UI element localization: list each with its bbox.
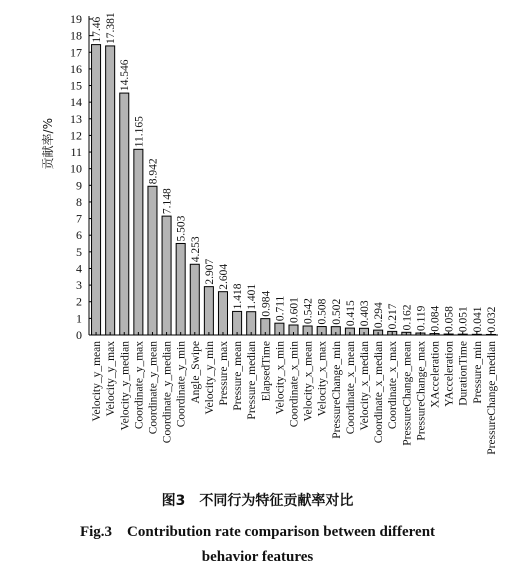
x-tick-label: Velocity_y_max [105, 341, 118, 417]
y-tick-label: 18 [70, 28, 82, 43]
bar-value-label: 0.601 [288, 297, 301, 324]
x-tick-label: Velocity_x_min [274, 341, 287, 415]
x-tick-label: Coordinate_y_max [133, 341, 146, 430]
y-tick-label: 8 [76, 194, 82, 209]
y-tick-label: 7 [76, 211, 82, 226]
bar-value-label: 0.508 [316, 298, 329, 325]
bar-value-label: 4.253 [189, 236, 202, 263]
y-tick-label: 13 [70, 111, 82, 126]
bar-value-label: 0.984 [260, 290, 273, 317]
y-tick-label: 10 [70, 161, 82, 176]
x-tick-label: PressureChange_max [415, 341, 428, 441]
x-tick-label: Velocity_x_median [359, 341, 372, 431]
x-tick-label: Coordinate_y_mean [147, 341, 160, 435]
bar-value-label: 5.503 [175, 215, 188, 242]
bar-value-label: 8.942 [147, 158, 160, 185]
bar-value-label: 0.032 [485, 306, 498, 333]
bar [148, 186, 157, 335]
y-tick-label: 2 [76, 294, 82, 309]
y-tick-label: 14 [70, 95, 82, 110]
bar-value-label: 14.546 [119, 59, 132, 92]
x-tick-label: Velocity_y_mean [91, 341, 104, 422]
x-tick-label: PressureChange_median [485, 340, 498, 455]
bar-value-label: 0.403 [359, 300, 372, 327]
x-tick-label: Velocity_y_min [203, 341, 216, 415]
y-tick-label: 4 [76, 261, 82, 276]
x-tick-label: Coordinate_x_max [387, 341, 400, 430]
x-tick-label: Pressure_min [471, 341, 484, 404]
x-tick-label: Angle_Swipe [189, 341, 202, 404]
bar [92, 45, 101, 335]
bar [162, 216, 171, 335]
bar-value-label: 17.46 [91, 16, 104, 43]
bar-value-label: 0.162 [401, 304, 414, 331]
y-tick-label: 17 [70, 45, 82, 60]
bar-value-label: 17.381 [105, 12, 118, 44]
x-tick-label: Velocity_x_mean [302, 341, 315, 422]
y-axis-title: 贡献率/% [41, 118, 55, 170]
bar [218, 292, 227, 335]
bar-value-label: 2.907 [203, 258, 216, 285]
x-tick-label: Velocity_x_max [316, 341, 329, 417]
x-tick-label: ElapsedTime [260, 341, 273, 402]
y-tick-label: 9 [76, 178, 82, 193]
figure-caption-english-line1: Fig.3 Contribution rate comparison between different [79, 524, 436, 540]
bar [134, 149, 143, 335]
bar [120, 93, 129, 335]
bar-value-label: 0.084 [429, 305, 442, 332]
bar-value-label: 0.502 [330, 298, 343, 325]
bar-value-label: 0.542 [302, 298, 315, 324]
bar-value-label: 7.148 [161, 188, 174, 215]
y-tick-label: 15 [70, 78, 82, 93]
figure-caption-english-line2: behavior features [201, 549, 314, 565]
x-tick-label: Coordinate_y_min [175, 341, 188, 428]
x-tick-label: Pressure_max [217, 341, 230, 406]
bar-value-label: 0.217 [387, 303, 400, 330]
y-tick-label: 12 [70, 128, 82, 143]
bar-value-label: 11.165 [133, 116, 146, 148]
y-tick-label: 0 [76, 328, 82, 342]
y-tick-label: 6 [76, 228, 82, 243]
y-tick-label: 16 [70, 61, 82, 76]
x-tick-label: Velocity_y_median [119, 341, 132, 431]
bar [233, 311, 242, 335]
bar-value-label: 2.604 [217, 263, 230, 290]
x-tick-label: DurationTime [457, 341, 470, 406]
bar [247, 312, 256, 335]
bar-value-label: 0.415 [344, 300, 357, 327]
bar-value-label: 0.711 [274, 295, 287, 322]
bar-value-label: 0.294 [373, 302, 386, 329]
y-tick-label: 19 [70, 12, 82, 26]
bar [106, 46, 115, 335]
x-tick-label: PressureChange_mean [401, 341, 414, 446]
y-tick-label: 5 [76, 244, 82, 259]
x-tick-label: Pressure_median [246, 341, 259, 420]
figure-caption-chinese: 图3 不同行为特征贡献率对比 [161, 493, 354, 509]
x-tick-label: XAcceleration [429, 341, 442, 409]
x-tick-label: YAcceleration [443, 341, 456, 407]
bar [176, 243, 185, 335]
bar [190, 264, 199, 335]
x-tick-label: Coordinate_x_min [288, 341, 301, 428]
bar-value-label: 1.401 [246, 283, 259, 310]
x-tick-label: PressureChange_min [330, 341, 343, 439]
bar-value-label: 0.058 [443, 306, 456, 333]
bar [204, 287, 213, 335]
bar-value-label: 0.051 [457, 306, 470, 333]
x-tick-label: Coordinate_x_median [373, 341, 386, 444]
x-tick-label: Coordinate_x_mean [344, 341, 357, 435]
x-tick-label: Coordinate_y_median [161, 341, 174, 444]
bar-value-label: 0.119 [415, 305, 428, 332]
bar-value-label: 1.418 [232, 283, 245, 310]
y-tick-label: 3 [76, 278, 82, 293]
bar-value-label: 0.041 [471, 306, 484, 333]
y-tick-label: 1 [76, 311, 82, 326]
x-tick-label: Pressure_mean [232, 341, 245, 411]
y-tick-label: 11 [70, 145, 82, 160]
